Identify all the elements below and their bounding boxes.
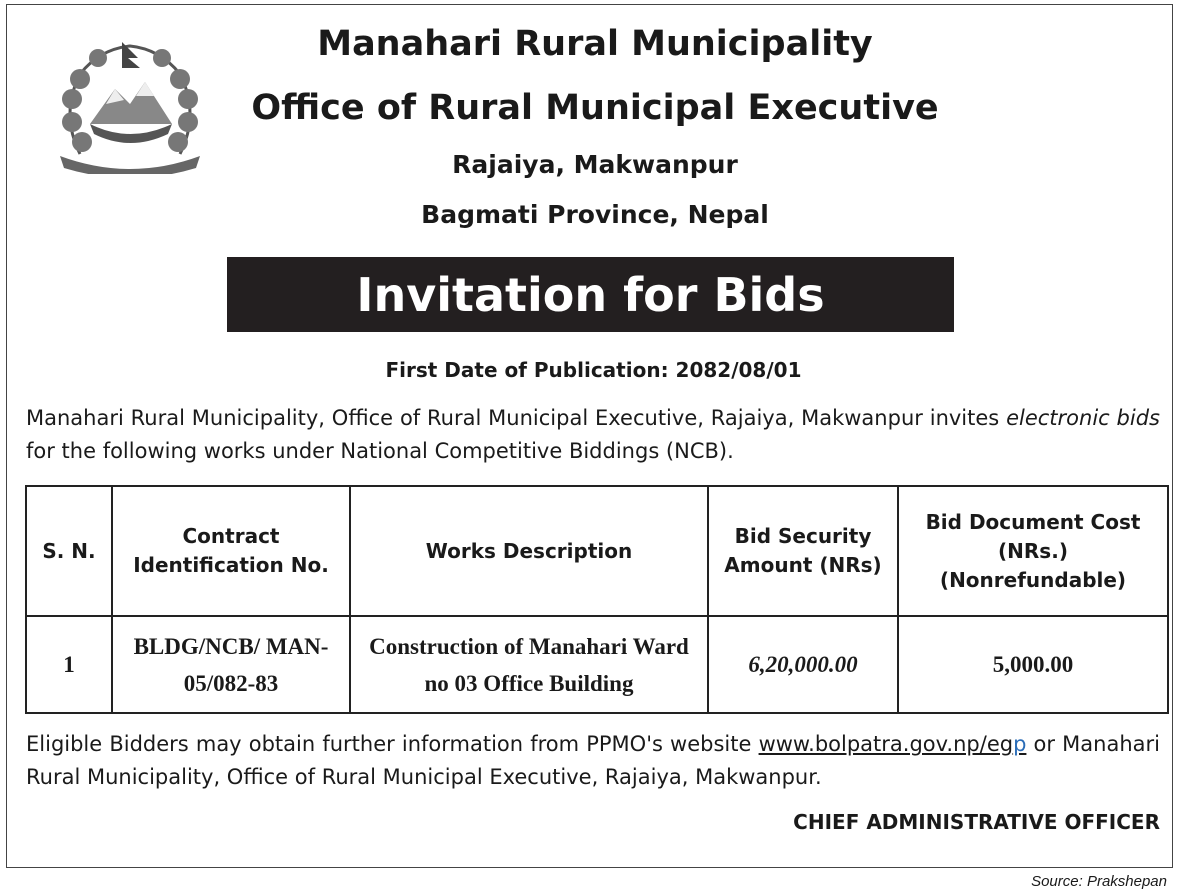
header-description: Works Description xyxy=(350,486,708,616)
office-province: Bagmati Province, Nepal xyxy=(421,200,769,229)
header-contract-id: Contract Identification No. xyxy=(112,486,350,616)
municipality-name: Manahari Rural Municipality xyxy=(317,24,873,64)
signature-title: CHIEF ADMINISTRATIVE OFFICER xyxy=(793,810,1160,834)
header-bid-security: Bid Security Amount (NRs) xyxy=(708,486,898,616)
link-main-text: www.bolpatra.gov.np/eg xyxy=(758,732,1014,756)
cell-bid-security: 6,20,000.00 xyxy=(708,616,898,713)
ppmo-website-link[interactable] xyxy=(759,732,1027,756)
cell-doc-cost: 5,000.00 xyxy=(898,616,1168,713)
cell-sn: 1 xyxy=(26,616,112,713)
eligible-text-before: Eligible Bidders may obtain further information from PPMO's website xyxy=(26,732,759,756)
table-row xyxy=(26,616,1168,713)
intro-emphasis: electronic bids xyxy=(1006,406,1160,430)
intro-paragraph xyxy=(26,402,1160,468)
link-tail-text: p xyxy=(1013,732,1027,756)
office-location: Rajaiya, Makwanpur xyxy=(452,150,738,179)
publication-label: First Date of Publication: xyxy=(385,358,669,382)
header-sn: S. N. xyxy=(26,486,112,616)
bids-table xyxy=(25,485,1169,714)
source-credit: Source: Prakshepan xyxy=(1031,873,1167,890)
eligible-text-after: or Manahari Rural Municipality, Office of Rural Municipal Executive, Rajaiya, Makwanpur. xyxy=(26,732,1160,789)
table-header-row xyxy=(26,486,1168,616)
intro-text-before: Manahari Rural Municipality, Office of Rural Municipal Executive, Rajaiya, Makwanpur invites xyxy=(26,406,1007,430)
office-name: Office of Rural Municipal Executive xyxy=(251,88,939,128)
header-doc-cost: Bid Document Cost (NRs.) (Nonrefundable) xyxy=(898,486,1168,616)
eligibility-paragraph xyxy=(26,728,1160,794)
title-banner xyxy=(227,257,954,332)
intro-text-after: for the following works under National Competitive Biddings (NCB). xyxy=(26,439,734,463)
publication-date xyxy=(230,358,957,382)
publication-value: 2082/08/01 xyxy=(675,358,802,382)
nepal-emblem-icon xyxy=(50,34,210,174)
cell-description: Construction of Manahari Ward no 03 Office Building xyxy=(350,616,708,713)
banner-title: Invitation for Bids xyxy=(356,267,825,322)
cell-contract-id: BLDG/NCB/ MAN-05/082-83 xyxy=(112,616,350,713)
